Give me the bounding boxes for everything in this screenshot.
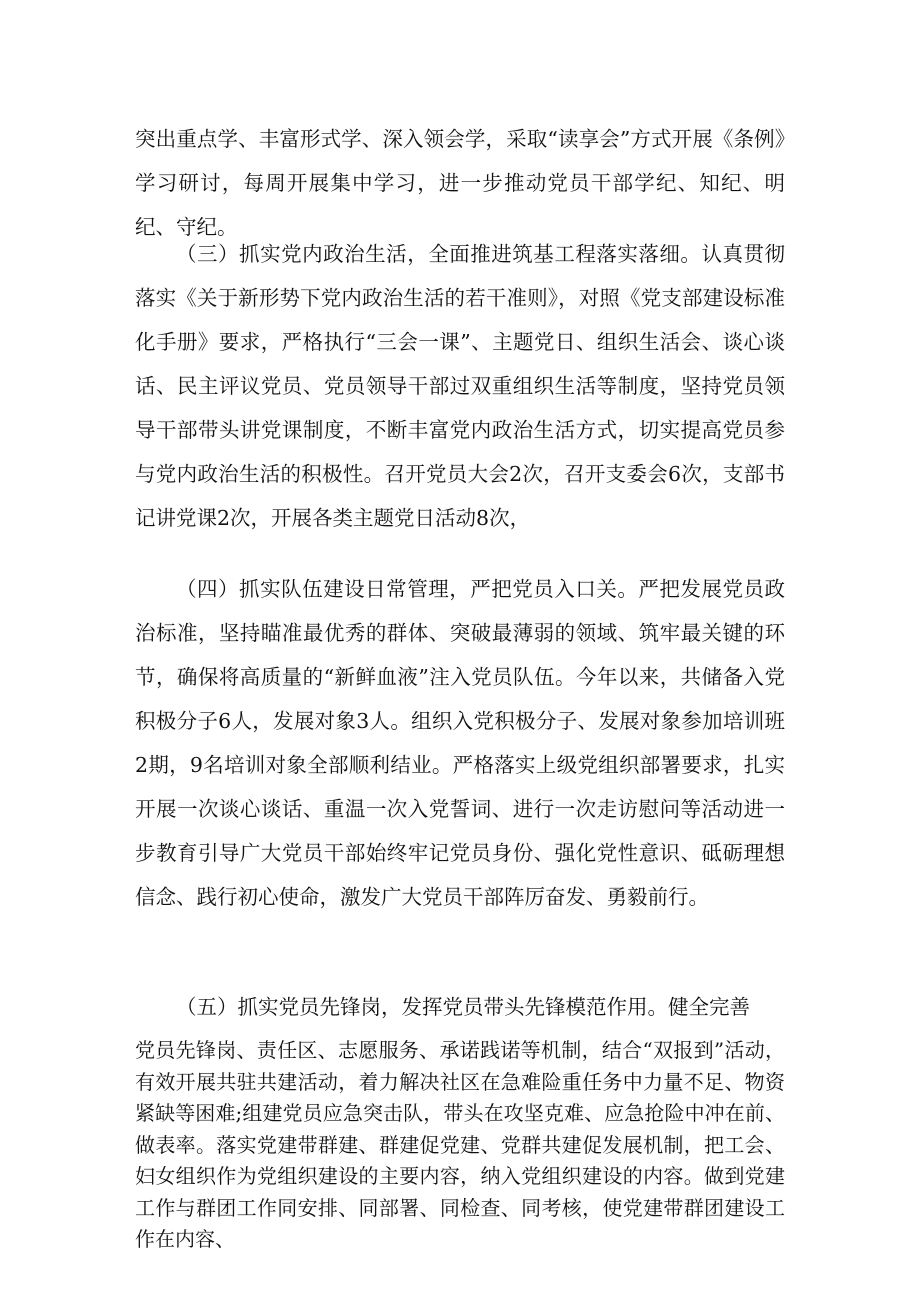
paragraph-section-3-political-life: （三）抓实党内政治生活，全面推进筑基工程落实落细。认真贯彻落实《关于新形势下党内政治生活的若干准则》，对照《党支部建设标准化手册》要求，严格执行“三会一课”、主题党日、组织生活会、谈心谈话、民主评议党员、党员领导干部过双重组织生活等制度，坚持党员领导干部带头讲党课制度，不断丰富党内政治生活方式，切实提高党员参与党内政治生活的积极性。召开党员大会2次，召开支委会6次，支部书记讲党课2次，开展各类主题党日活动8次， bbox=[135, 242, 785, 530]
paragraph-section-5-heading-line: （五）抓实党员先锋岗，发挥党员带头先锋模范作用。健全完善 bbox=[176, 995, 750, 1019]
paragraph-study-continuation: 突出重点学、丰富形式学、深入领会学，采取“读享会”方式开展《条例》学习研讨，每周开展集中学习，进一步推动党员干部学纪、知纪、明纪、守纪。 bbox=[135, 127, 785, 239]
paragraph-section-4-team-building: （四）抓实队伍建设日常管理，严把党员入口关。严把发展党员政治标准，坚持瞄准最优秀的群体、突破最薄弱的领域、筑牢最关键的环节，确保将高质量的“新鲜血液”注入党员队伍。今年以来，共储备入党积极分子6人，发展对象3人。组织入党积极分子、发展对象参加培训班2期，9名培训对象全部顺利结业。严格落实上级党组织部署要求，扎实开展一次谈心谈话、重温一次入党誓词、进行一次走访慰问等活动进一步教育引导广大党员干部始终牢记党员身份、强化党性意识、砥砺理想信念、践行初心使命，激发广大党员干部阵厉奋发、勇毅前行。 bbox=[135, 577, 785, 909]
paragraph-section-5-body: 党员先锋岗、责任区、志愿服务、承诺践诺等机制，结合“双报到”活动，有效开展共驻共建活动，着力解决社区在急难险重任务中力量不足、物资紧缺等困难;组建党员应急突击队，带头在攻坚克难、应急抢险中冲在前、做表率。落实党建带群建、群建促党建、党群共建促发展机制，把工会、妇女组织作为党组织建设的主要内容，纳入党组织建设的内容。做到党建工作与群团工作同安排、同部署、同检查、同考核，使党建带群团建设工作在内容、 bbox=[135, 1038, 785, 1251]
